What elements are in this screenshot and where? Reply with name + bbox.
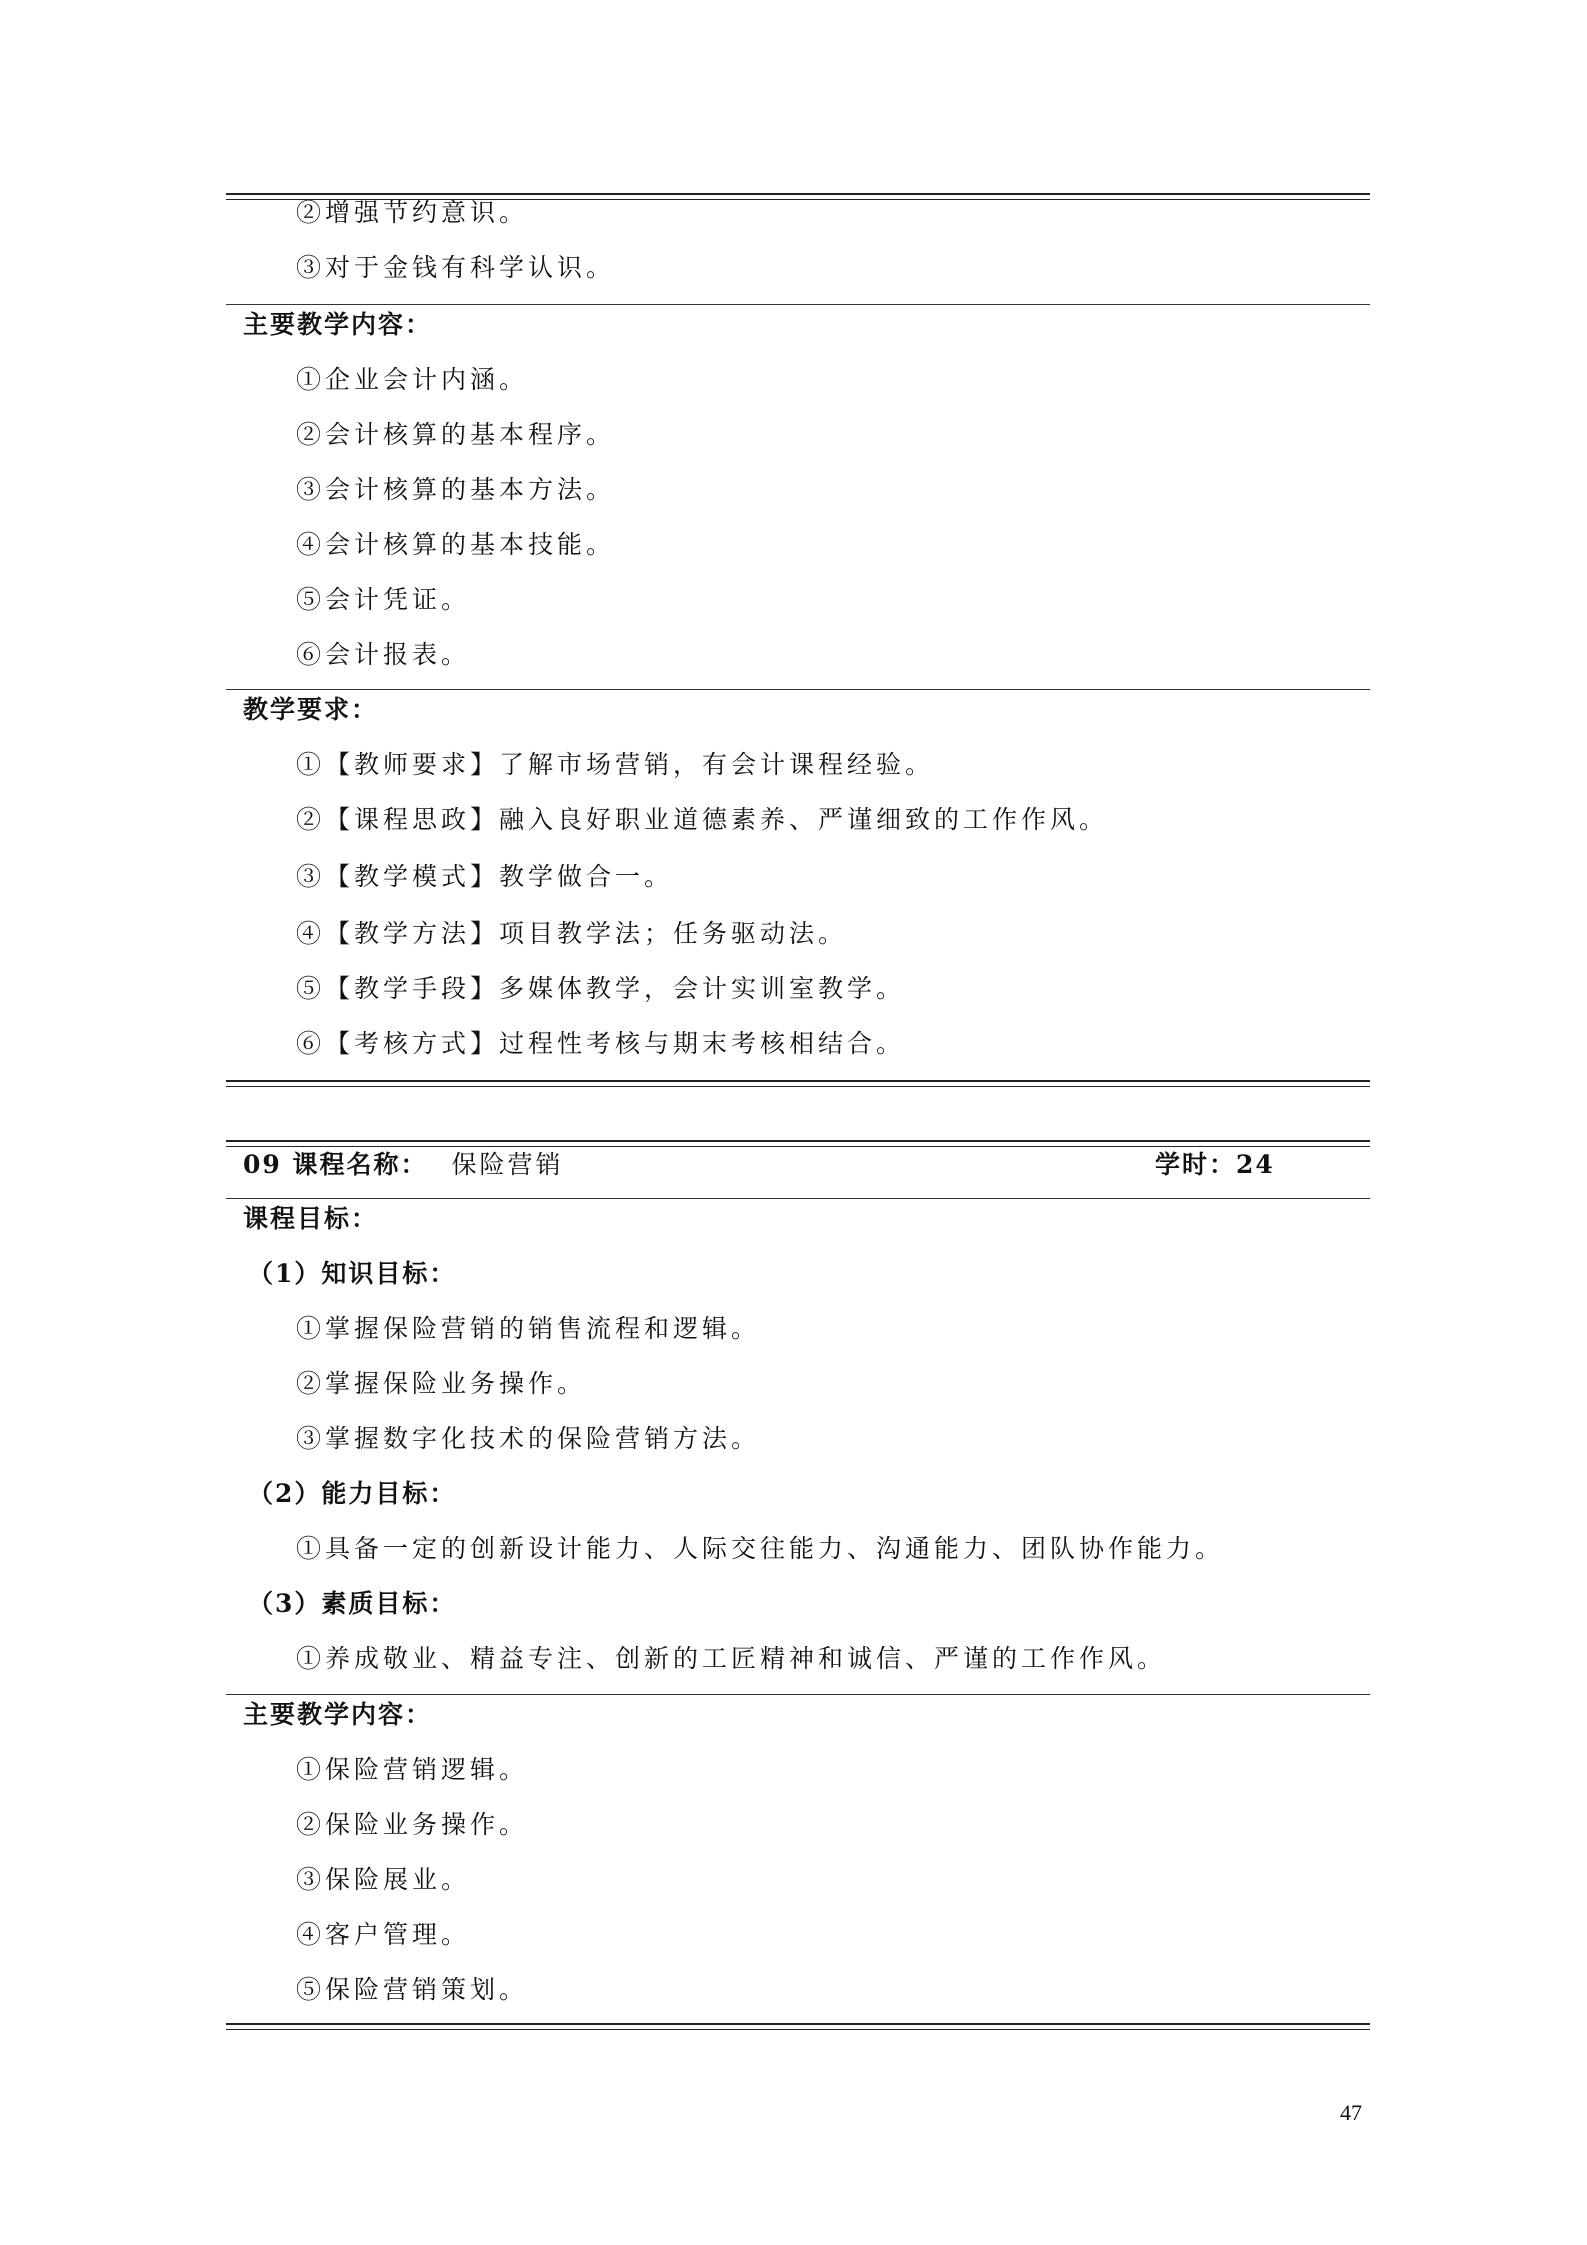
section-divider: [226, 1694, 1370, 1695]
list-item: ②保险业务操作。: [296, 1810, 529, 1839]
list-item: ③保险展业。: [296, 1865, 471, 1894]
section-heading-course-goals: 课程目标：: [243, 1204, 379, 1233]
list-item: ④【教学方法】项目教学法；任务驱动法。: [296, 919, 848, 948]
list-item: ②增强节约意识。: [296, 198, 529, 227]
list-item: ④客户管理。: [296, 1920, 471, 1949]
sub-heading-ability-goals: （2）能力目标：: [248, 1479, 457, 1508]
section-divider: [226, 1198, 1370, 1199]
list-item: ③【教学模式】教学做合一。: [296, 862, 674, 891]
sub-heading-knowledge-goals: （1）知识目标：: [248, 1259, 457, 1288]
course-label: 09 课程名称：: [243, 1150, 428, 1179]
course-name: 保险营销: [451, 1150, 564, 1179]
list-item: ①具备一定的创新设计能力、人际交往能力、沟通能力、团队协作能力。: [296, 1534, 1225, 1563]
table-end-rule: [226, 1080, 1370, 1087]
list-item: ⑤【教学手段】多媒体教学，会计实训室教学。: [296, 974, 906, 1003]
course-hours: 学时：24: [1155, 1150, 1275, 1179]
section-heading-teaching-requirements: 教学要求：: [243, 695, 379, 724]
list-item: ③会计核算的基本方法。: [296, 475, 616, 504]
list-item: ①保险营销逻辑。: [296, 1755, 529, 1784]
list-item: ⑥【考核方式】过程性考核与期末考核相结合。: [296, 1029, 906, 1058]
page-number: 47: [1340, 2100, 1362, 2125]
section-divider: [226, 304, 1370, 305]
list-item: ⑥会计报表。: [296, 640, 471, 669]
section-heading-teaching-content: 主要教学内容：: [243, 310, 433, 339]
list-item: ②【课程思政】融入良好职业道德素养、严谨细致的工作作风。: [296, 805, 1109, 834]
list-item: ⑤保险营销策划。: [296, 1975, 529, 2004]
list-item: ①养成敬业、精益专注、创新的工匠精神和诚信、严谨的工作作风。: [296, 1644, 1167, 1673]
list-item: ①【教师要求】了解市场营销，有会计课程经验。: [296, 750, 935, 779]
list-item: ⑤会计凭证。: [296, 585, 471, 614]
list-item: ②掌握保险业务操作。: [296, 1369, 587, 1398]
list-item: ③掌握数字化技术的保险营销方法。: [296, 1424, 761, 1453]
list-item: ①企业会计内涵。: [296, 365, 529, 394]
section-heading-teaching-content: 主要教学内容：: [243, 1700, 433, 1729]
list-item: ②会计核算的基本程序。: [296, 420, 616, 449]
course-table-top-rule: [226, 1140, 1370, 1147]
list-item: ④会计核算的基本技能。: [296, 530, 616, 559]
list-item: ①掌握保险营销的销售流程和逻辑。: [296, 1314, 761, 1343]
sub-heading-quality-goals: （3）素质目标：: [248, 1589, 457, 1618]
course-title-row: [243, 1148, 1343, 1182]
list-item: ③对于金钱有科学认识。: [296, 253, 616, 282]
section-divider: [226, 689, 1370, 690]
table-end-rule: [226, 2023, 1370, 2030]
